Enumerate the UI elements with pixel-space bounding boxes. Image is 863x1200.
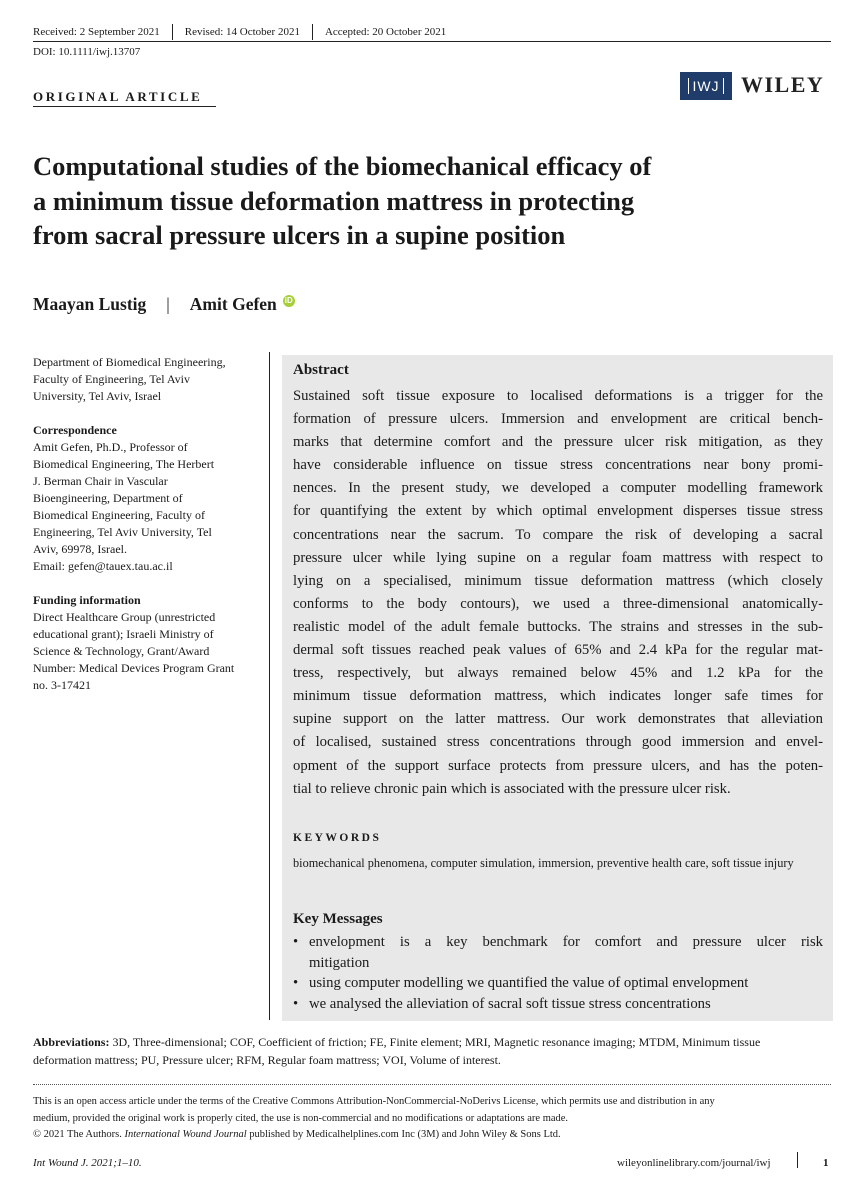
- abbreviations-label: Abbreviations:: [33, 1035, 110, 1049]
- keywords-heading: KEYWORDS: [293, 832, 382, 844]
- abstract-line: formation of pressure ulcers. Immersion and envelopment are critical bench-: [293, 411, 823, 428]
- journal-url[interactable]: wileyonlinelibrary.com/journal/iwj: [617, 1157, 771, 1169]
- accepted-date: Accepted: 20 October 2021: [324, 26, 447, 38]
- correspondence-line: Amit Gefen, Ph.D., Professor of: [33, 440, 188, 454]
- affiliation-line: Faculty of Engineering, Tel Aviv: [33, 372, 191, 386]
- journal-logo[interactable]: [680, 72, 732, 100]
- license-line: [33, 1127, 833, 1144]
- left-column: [33, 354, 263, 711]
- abstract-line: marks that determine comfort and the pressure ulcer risk mitigation, as they: [293, 434, 823, 451]
- license-line: This is an open access article under the terms of the Creative Commons Attribution-NonCommercial-NoDerivs License, which permits use and distribution in any: [33, 1096, 715, 1107]
- correspondence-line: Bioengineering, Department of: [33, 491, 183, 505]
- abbreviations-line: [33, 1033, 833, 1051]
- funding-line: educational grant); Israeli Ministry of: [33, 627, 214, 641]
- funding-line: Direct Healthcare Group (unrestricted: [33, 610, 216, 624]
- funding-line: Science & Technology, Grant/Award: [33, 644, 210, 658]
- bullet-icon: •: [293, 995, 299, 1012]
- correspondence-email[interactable]: Email: gefen@tauex.tau.ac.il: [33, 559, 173, 573]
- key-message-line: we analysed the alleviation of sacral soft tissue stress concentrations: [309, 995, 711, 1012]
- title-line: Computational studies of the biomechanical efficacy of: [33, 151, 652, 181]
- correspondence-heading: Correspondence: [33, 423, 117, 437]
- bullet-icon: •: [293, 975, 299, 991]
- article-dates: [33, 24, 446, 40]
- title-line: a minimum tissue deformation mattress in protecting: [33, 185, 635, 216]
- correspondence-line: Biomedical Engineering, The Herbert: [33, 457, 215, 471]
- correspondence-line: Biomedical Engineering, Faculty of: [33, 508, 205, 522]
- received-date: Received: 2 September 2021: [33, 26, 160, 38]
- abstract-heading: Abstract: [293, 362, 349, 378]
- key-messages-list: [293, 932, 823, 1014]
- publisher-logo[interactable]: WILEY: [741, 72, 825, 97]
- correspondence-line: Aviv, 69978, Israel.: [33, 542, 127, 556]
- logo-bar: [688, 78, 689, 94]
- license-line: medium, provided the original work is properly cited, the use is non-commercial and no modifications or adaptations are made.: [33, 1112, 569, 1124]
- abstract-line: lying on a specialised, minimum tissue deformation mattress (which closely: [293, 572, 823, 589]
- page-number: 1: [823, 1157, 829, 1169]
- author-name[interactable]: Maayan Lustig: [33, 294, 147, 314]
- orcid-icon[interactable]: iD: [284, 295, 293, 305]
- funding-line: Number: Medical Devices Program Grant: [33, 661, 235, 675]
- column-rule: [269, 352, 270, 1020]
- abstract-line: supine support on the latter mattress. Our work demonstrates that alleviation: [293, 711, 823, 728]
- revised-date: Revised: 14 October 2021: [184, 26, 300, 38]
- abbreviations: [33, 1033, 833, 1069]
- abstract-line: of localised, sustained stress concentrations through good immersion and envel-: [293, 734, 823, 751]
- affiliation-line: Department of Biomedical Engineering,: [33, 355, 226, 369]
- funding-heading: Funding information: [33, 593, 141, 607]
- date-separator: [312, 24, 313, 40]
- correspondence-line: Engineering, Tel Aviv University, Tel: [33, 525, 212, 539]
- abstract-line: pressure ulcer while lying supine on a regular foam mattress with respect to: [293, 549, 823, 566]
- copyright-text: © 2021 The Authors.: [33, 1129, 125, 1140]
- correspondence: [33, 422, 263, 575]
- date-separator: [172, 24, 173, 40]
- bullet-icon: •: [293, 934, 299, 950]
- keywords-text: biomechanical phenomena, computer simulation, immersion, preventive health care, soft tissue injury: [293, 856, 794, 870]
- license-divider: [33, 1084, 831, 1085]
- journal-name: International Wound Journal: [124, 1129, 247, 1140]
- license-notice: [33, 1094, 833, 1144]
- journal-logo-text: IWJ: [692, 78, 720, 94]
- funding: [33, 592, 263, 694]
- abstract-line: tress, respectively, but always remained below 45% and 1.2 kPa for the: [293, 665, 823, 682]
- correspondence-line: J. Berman Chair in Vascular: [33, 474, 168, 488]
- key-message-item: [293, 932, 823, 973]
- author-list: [33, 294, 295, 315]
- abstract-line: opment of the support surface protects from pressure ulcers, and has the poten-: [293, 757, 823, 774]
- section-label: ORIGINAL ARTICLE: [33, 89, 203, 104]
- citation: Int Wound J. 2021;1–10.: [33, 1157, 142, 1169]
- footer-divider: [797, 1152, 798, 1168]
- abstract-line: concentrations near the sacrum. To compare the risk of developing a sacral: [293, 526, 823, 543]
- key-message-item: [293, 973, 823, 994]
- funding-line: no. 3-17421: [33, 678, 91, 692]
- abstract-line: conforms to the body contours), we used a three-dimensional anatomically-: [293, 595, 823, 612]
- affiliation-line: University, Tel Aviv, Israel: [33, 389, 162, 403]
- author-divider: |: [166, 294, 170, 314]
- doi[interactable]: DOI: 10.1111/iwj.13707: [33, 46, 141, 58]
- abstract-line: minimum tissue deformation mattress, which indicates longer safe times for: [293, 688, 823, 705]
- abstract-text: [293, 385, 823, 801]
- abbreviations-text: 3D, Three-dimensional; COF, Coefficient of friction; FE, Finite element; MRI, Magnetic resonance imaging; MTDM, Minimum tissue: [112, 1035, 761, 1049]
- author-name[interactable]: Amit Gefen: [189, 294, 277, 314]
- publisher-text: published by Medicalhelplines.com Inc (3M) and John Wiley & Sons Ltd.: [246, 1129, 561, 1140]
- abstract-line: dermal soft tissues reached peak values of 65% and 2.4 kPa for the regular mat-: [293, 642, 823, 659]
- abbreviations-line: deformation mattress; PU, Pressure ulcer; RFM, Regular foam mattress; VOI, Volume of interest.: [33, 1053, 501, 1067]
- logo-bar: [723, 78, 724, 94]
- section-underline: [33, 106, 216, 107]
- abstract-line: for quantifying the extent by which optimal envelopment disperses tissue stress: [293, 503, 823, 520]
- key-message-line: envelopment is a key benchmark for comfort and pressure ulcer risk: [309, 934, 823, 950]
- abstract-line: nences. In the present study, we developed a computer modelling framework: [293, 480, 823, 497]
- abstract-line: have considerable influence on tissue stress concentrations near bony promi-: [293, 457, 823, 474]
- header-rule: [33, 41, 831, 42]
- affiliation: [33, 354, 263, 405]
- abstract-line: tial to relieve chronic pain which is associated with the pressure ulcer risk.: [293, 780, 731, 797]
- key-message-line: mitigation: [309, 954, 370, 971]
- article-title: [33, 149, 813, 253]
- key-message-item: [293, 994, 823, 1015]
- key-messages-heading: Key Messages: [293, 911, 383, 927]
- abstract-line: Sustained soft tissue exposure to localised deformations is a trigger for the: [293, 388, 823, 404]
- key-message-line: using computer modelling we quantified the value of optimal envelopment: [309, 975, 749, 991]
- abstract-line: realistic model of the adult female buttocks. The strains and stresses in the sub-: [293, 618, 823, 635]
- title-line: from sacral pressure ulcers in a supine position: [33, 220, 566, 250]
